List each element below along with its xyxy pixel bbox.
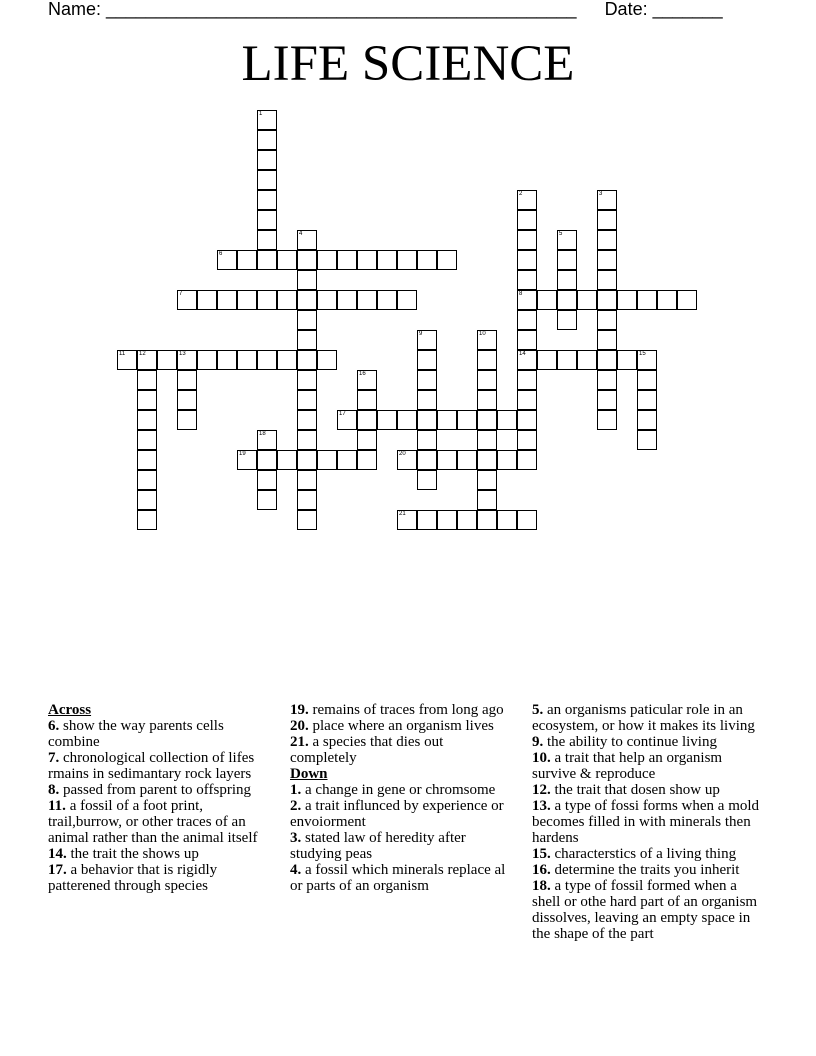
grid-cell[interactable] [597, 210, 617, 230]
grid-cell[interactable] [417, 390, 437, 410]
down-clue [290, 798, 512, 830]
grid-cell[interactable] [277, 290, 297, 310]
clue-number: 5. [532, 702, 544, 718]
grid-cell[interactable] [597, 390, 617, 410]
grid-cell[interactable] [297, 430, 317, 450]
grid-cell[interactable] [597, 370, 617, 390]
grid-cell[interactable] [317, 290, 337, 310]
grid-cell[interactable] [517, 290, 537, 310]
cell-number: 4 [299, 231, 303, 237]
grid-cell[interactable] [297, 270, 317, 290]
grid-cell[interactable] [537, 290, 557, 310]
grid-cell[interactable] [137, 470, 157, 490]
grid-cell[interactable] [217, 250, 237, 270]
grid-cell[interactable] [177, 290, 197, 310]
grid-cell[interactable] [277, 350, 297, 370]
down-clue [532, 702, 764, 734]
grid-cell[interactable] [357, 430, 377, 450]
grid-cell[interactable] [517, 310, 537, 330]
grid-cell[interactable] [497, 410, 517, 430]
grid-cell[interactable] [297, 290, 317, 310]
grid-cell[interactable] [657, 290, 677, 310]
grid-cell[interactable] [417, 450, 437, 470]
cell-number: 12 [139, 351, 146, 357]
grid-cell[interactable] [397, 450, 417, 470]
grid-cell[interactable] [637, 410, 657, 430]
grid-cell[interactable] [177, 350, 197, 370]
grid-cell[interactable] [297, 390, 317, 410]
down-clue [290, 782, 512, 798]
grid-cell[interactable] [257, 350, 277, 370]
grid-cell[interactable] [237, 450, 257, 470]
cell-number: 10 [479, 331, 486, 337]
across-clue [290, 718, 512, 734]
cell-number: 3 [599, 191, 603, 197]
across-clue [290, 734, 512, 766]
down-clue [532, 750, 764, 782]
grid-cell[interactable] [517, 330, 537, 350]
grid-cell[interactable] [357, 290, 377, 310]
grid-cell[interactable] [517, 210, 537, 230]
clue-text: the ability to continue living [543, 734, 717, 750]
grid-cell[interactable] [637, 290, 657, 310]
clue-number: 18. [532, 878, 551, 894]
grid-cell[interactable] [337, 410, 357, 430]
grid-cell[interactable] [537, 350, 557, 370]
grid-cell[interactable] [297, 450, 317, 470]
grid-cell[interactable] [137, 450, 157, 470]
grid-cell[interactable] [257, 130, 277, 150]
grid-cell[interactable] [137, 490, 157, 510]
clue-text: stated law of heredity after studying peas [290, 830, 466, 862]
clue-number: 1. [290, 782, 302, 798]
grid-cell[interactable] [517, 450, 537, 470]
grid-cell[interactable] [477, 430, 497, 450]
clue-number: 9. [532, 734, 544, 750]
grid-cell[interactable] [457, 510, 477, 530]
grid-cell[interactable] [597, 190, 617, 210]
grid-cell[interactable] [597, 410, 617, 430]
grid-cell[interactable] [557, 350, 577, 370]
grid-cell[interactable] [217, 290, 237, 310]
grid-cell[interactable] [517, 250, 537, 270]
grid-cell[interactable] [477, 410, 497, 430]
grid-cell[interactable] [357, 370, 377, 390]
grid-cell[interactable] [477, 370, 497, 390]
cell-number: 6 [219, 251, 223, 257]
cell-number: 13 [179, 351, 186, 357]
clues-column-1 [48, 702, 274, 894]
clue-text: place where an organism lives [308, 718, 494, 734]
grid-cell[interactable] [597, 310, 617, 330]
grid-cell[interactable] [497, 510, 517, 530]
grid-cell[interactable] [377, 290, 397, 310]
grid-cell[interactable] [257, 290, 277, 310]
clue-text: a type of fossil formed when a shell or othe hard part of an organism dissolves, leaving an empty space in the shape of the part [532, 878, 758, 942]
grid-cell[interactable] [337, 290, 357, 310]
grid-cell[interactable] [417, 410, 437, 430]
grid-cell[interactable] [457, 410, 477, 430]
grid-cell[interactable] [357, 250, 377, 270]
cell-number: 19 [239, 451, 246, 457]
grid-cell[interactable] [137, 370, 157, 390]
grid-cell[interactable] [637, 390, 657, 410]
cell-number: 18 [259, 431, 266, 437]
grid-cell[interactable] [257, 230, 277, 250]
grid-cell[interactable] [417, 510, 437, 530]
grid-cell[interactable] [317, 450, 337, 470]
clue-number: 12. [532, 782, 551, 798]
grid-cell[interactable] [357, 410, 377, 430]
grid-cell[interactable] [257, 150, 277, 170]
grid-cell[interactable] [637, 430, 657, 450]
across-clue [48, 750, 274, 782]
grid-cell[interactable] [297, 410, 317, 430]
down-heading: Down [290, 766, 328, 782]
grid-cell[interactable] [177, 370, 197, 390]
clue-number: 3. [290, 830, 302, 846]
down-clue [532, 846, 764, 862]
clue-text: chronological collection of lifes rmains in sedimantary rock layers [48, 750, 255, 782]
grid-cell[interactable] [257, 110, 277, 130]
grid-cell[interactable] [257, 430, 277, 450]
grid-cell[interactable] [517, 410, 537, 430]
grid-cell[interactable] [257, 490, 277, 510]
down-clue [532, 782, 764, 798]
clue-text: a type of fossi forms when a mold becomes filled in with minerals then hardens [532, 798, 760, 846]
clue-number: 14. [48, 846, 67, 862]
grid-cell[interactable] [357, 390, 377, 410]
clue-text: determine the traits you inherit [550, 862, 740, 878]
grid-cell[interactable] [337, 450, 357, 470]
down-clue [290, 830, 512, 862]
grid-cell[interactable] [377, 410, 397, 430]
grid-cell[interactable] [297, 470, 317, 490]
grid-cell[interactable] [337, 250, 357, 270]
grid-cell[interactable] [297, 250, 317, 270]
clue-text: characterstics of a living thing [550, 846, 737, 862]
grid-cell[interactable] [517, 350, 537, 370]
grid-cell[interactable] [477, 470, 497, 490]
clue-text: an organisms paticular role in an ecosystem, or how it makes its living [532, 702, 755, 734]
clue-number: 16. [532, 862, 551, 878]
across-clue [48, 846, 274, 862]
grid-cell[interactable] [297, 230, 317, 250]
clues-column-2 [290, 702, 512, 894]
clue-text: the trait that dosen show up [550, 782, 720, 798]
clue-number: 7. [48, 750, 60, 766]
grid-cell[interactable] [157, 350, 177, 370]
clue-number: 17. [48, 862, 67, 878]
grid-cell[interactable] [417, 350, 437, 370]
clue-number: 10. [532, 750, 551, 766]
grid-cell[interactable] [597, 350, 617, 370]
grid-cell[interactable] [597, 230, 617, 250]
grid-cell[interactable] [137, 390, 157, 410]
grid-cell[interactable] [297, 350, 317, 370]
page-title: LIFE SCIENCE [241, 36, 575, 92]
grid-cell[interactable] [257, 170, 277, 190]
grid-cell[interactable] [557, 230, 577, 250]
clue-text: a behavior that is rigidly patterened through species [48, 862, 218, 894]
grid-cell[interactable] [557, 250, 577, 270]
clue-number: 13. [532, 798, 551, 814]
clue-number: 8. [48, 782, 60, 798]
clue-number: 4. [290, 862, 302, 878]
grid-cell[interactable] [517, 270, 537, 290]
grid-cell[interactable] [297, 330, 317, 350]
grid-cell[interactable] [277, 250, 297, 270]
cell-number: 16 [359, 371, 366, 377]
down-clue [532, 798, 764, 846]
grid-cell[interactable] [197, 350, 217, 370]
cell-number: 9 [419, 331, 423, 337]
across-clue [290, 702, 512, 718]
grid-cell[interactable] [497, 450, 517, 470]
grid-cell[interactable] [357, 450, 377, 470]
grid-cell[interactable] [137, 410, 157, 430]
cell-number: 20 [399, 451, 406, 457]
across-clue [48, 782, 274, 798]
grid-cell[interactable] [197, 290, 217, 310]
grid-cell[interactable] [137, 430, 157, 450]
clue-number: 20. [290, 718, 309, 734]
clue-text: passed from parent to offspring [59, 782, 252, 798]
grid-cell[interactable] [477, 510, 497, 530]
down-clue [532, 862, 764, 878]
grid-cell[interactable] [257, 190, 277, 210]
grid-cell[interactable] [517, 370, 537, 390]
cell-number: 7 [179, 291, 183, 297]
grid-cell[interactable] [317, 250, 337, 270]
cell-number: 14 [519, 351, 526, 357]
grid-cell[interactable] [477, 390, 497, 410]
grid-cell[interactable] [237, 350, 257, 370]
grid-cell[interactable] [437, 510, 457, 530]
grid-cell[interactable] [577, 350, 597, 370]
across-heading: Across [48, 702, 92, 718]
cell-number: 11 [119, 351, 126, 357]
grid-cell[interactable] [397, 510, 417, 530]
grid-cell[interactable] [437, 410, 457, 430]
grid-cell[interactable] [217, 350, 237, 370]
down-clue [290, 862, 512, 894]
cell-number: 8 [519, 291, 523, 297]
grid-cell[interactable] [317, 350, 337, 370]
grid-cell[interactable] [417, 250, 437, 270]
grid-cell[interactable] [257, 210, 277, 230]
grid-cell[interactable] [617, 290, 637, 310]
grid-cell[interactable] [417, 330, 437, 350]
clue-text: a trait influnced by experience or envoiorment [290, 798, 504, 830]
grid-cell[interactable] [557, 310, 577, 330]
grid-cell[interactable] [417, 430, 437, 450]
cell-number: 1 [259, 111, 263, 117]
grid-cell[interactable] [437, 250, 457, 270]
clue-text: a species that dies out completely [290, 734, 444, 766]
grid-cell[interactable] [637, 370, 657, 390]
grid-cell[interactable] [557, 290, 577, 310]
date-field-label: Date: _______ [604, 0, 723, 19]
across-clue [48, 718, 274, 750]
grid-cell[interactable] [137, 350, 157, 370]
clue-number: 11. [48, 798, 66, 814]
grid-cell[interactable] [457, 450, 477, 470]
grid-cell[interactable] [377, 250, 397, 270]
across-clue [48, 862, 274, 894]
cell-number: 17 [339, 411, 346, 417]
grid-cell[interactable] [577, 290, 597, 310]
clue-text: the trait the shows up [66, 846, 199, 862]
grid-cell[interactable] [437, 450, 457, 470]
down-clue [532, 734, 764, 750]
cell-number: 15 [639, 351, 646, 357]
grid-cell[interactable] [297, 510, 317, 530]
clue-number: 15. [532, 846, 551, 862]
across-clue [48, 798, 274, 846]
name-field-label: Name: _______________________________________________ [48, 0, 577, 19]
grid-cell[interactable] [517, 510, 537, 530]
grid-cell[interactable] [257, 470, 277, 490]
grid-cell[interactable] [517, 430, 537, 450]
grid-cell[interactable] [257, 250, 277, 270]
grid-cell[interactable] [397, 410, 417, 430]
grid-cell[interactable] [237, 290, 257, 310]
down-clue [532, 878, 764, 942]
grid-cell[interactable] [637, 350, 657, 370]
clue-number: 2. [290, 798, 302, 814]
grid-cell[interactable] [477, 490, 497, 510]
grid-cell[interactable] [237, 250, 257, 270]
cell-number: 21 [399, 511, 406, 517]
grid-cell[interactable] [257, 450, 277, 470]
grid-cell[interactable] [417, 470, 437, 490]
grid-cell[interactable] [297, 370, 317, 390]
cell-number: 2 [519, 191, 523, 197]
clue-text: a trait that help an organism survive & reproduce [532, 750, 723, 782]
grid-cell[interactable] [477, 330, 497, 350]
clue-text: a change in gene or chromsome [301, 782, 496, 798]
clue-number: 21. [290, 734, 309, 750]
cell-number: 5 [559, 231, 563, 237]
grid-cell[interactable] [177, 410, 197, 430]
clue-number: 6. [48, 718, 60, 734]
clue-text: a fossil of a foot print, trail,burrow, or other traces of an animal rather than the animal itself [48, 798, 258, 846]
clue-text: a fossil which minerals replace al or parts of an organism [290, 862, 506, 894]
grid-cell[interactable] [137, 510, 157, 530]
clue-number: 19. [290, 702, 309, 718]
grid-cell[interactable] [297, 490, 317, 510]
grid-cell[interactable] [557, 270, 577, 290]
grid-cell[interactable] [417, 370, 437, 390]
grid-cell[interactable] [597, 290, 617, 310]
grid-cell[interactable] [477, 450, 497, 470]
clue-text: remains of traces from long ago [308, 702, 504, 718]
grid-cell[interactable] [517, 390, 537, 410]
grid-cell[interactable] [597, 270, 617, 290]
grid-cell[interactable] [597, 250, 617, 270]
clues-column-3 [532, 702, 764, 956]
grid-cell[interactable] [177, 390, 197, 410]
grid-cell[interactable] [277, 450, 297, 470]
clue-text: show the way parents cells combine [48, 718, 224, 750]
grid-cell[interactable] [517, 190, 537, 210]
grid-cell[interactable] [617, 350, 637, 370]
grid-cell[interactable] [517, 230, 537, 250]
grid-cell[interactable] [297, 310, 317, 330]
grid-cell[interactable] [117, 350, 137, 370]
grid-cell[interactable] [397, 290, 417, 310]
grid-cell[interactable] [397, 250, 417, 270]
grid-cell[interactable] [677, 290, 697, 310]
grid-cell[interactable] [597, 330, 617, 350]
grid-cell[interactable] [477, 350, 497, 370]
